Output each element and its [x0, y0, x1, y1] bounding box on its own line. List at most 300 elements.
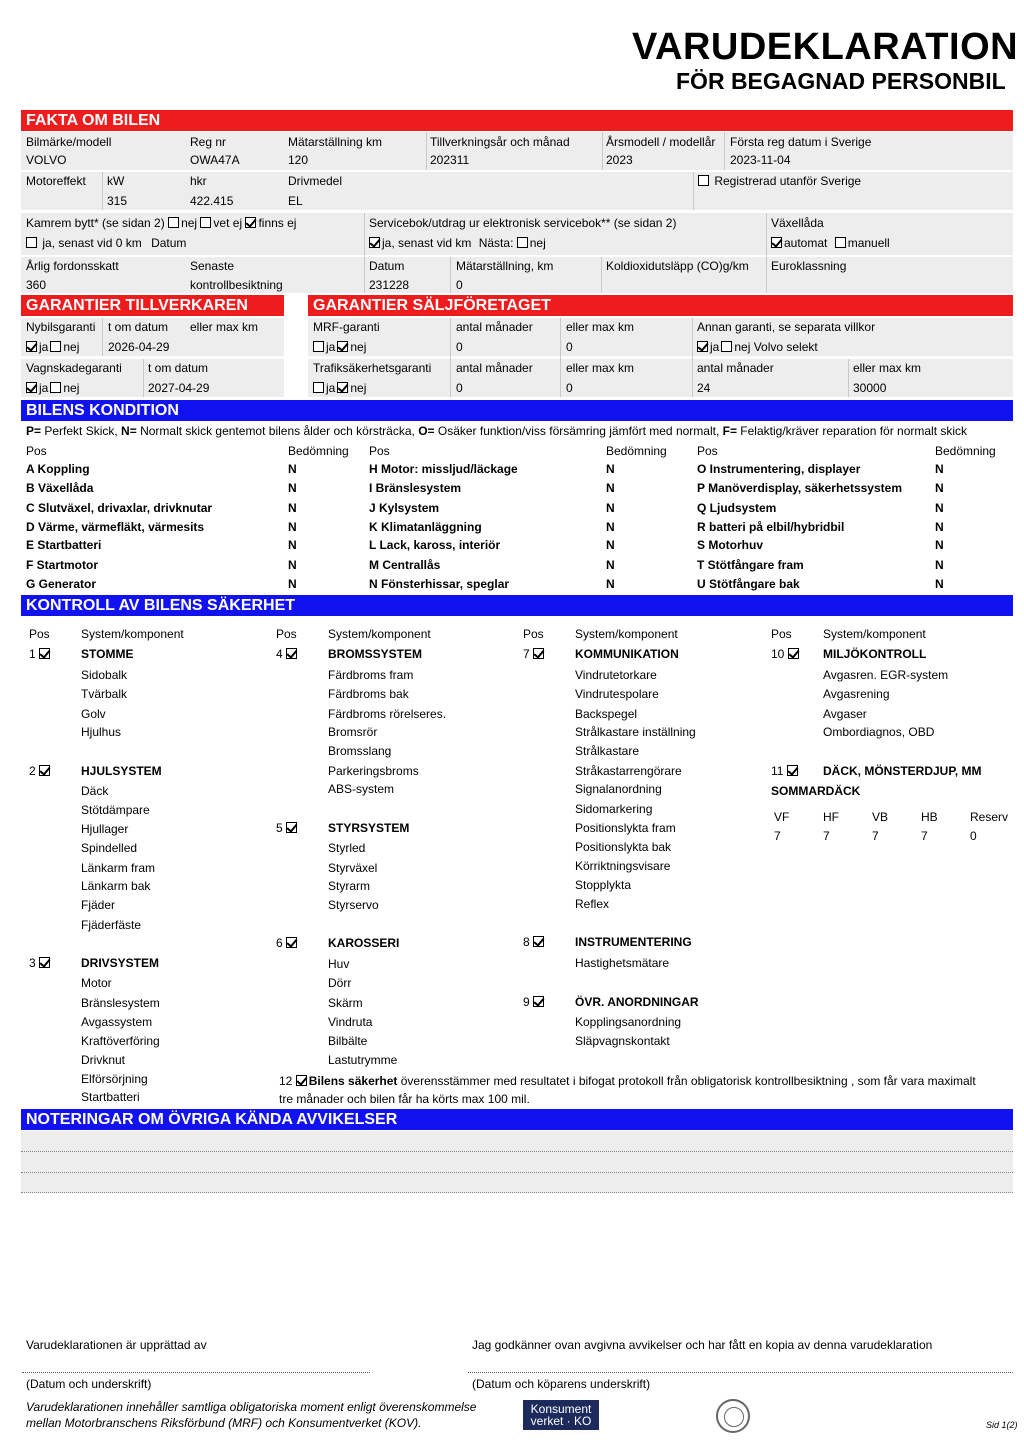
- footer-note-1: Varudeklarationen innehåller samtliga obligatoriska moment enligt överenskommelse: [26, 1400, 477, 1414]
- group-item: Sidomarkering: [575, 802, 653, 816]
- logo-line-1: Konsument: [530, 1402, 592, 1416]
- legend-o-key: O=: [418, 424, 435, 438]
- sakerhet-pos-header-3: Pos: [523, 627, 544, 641]
- service-label: Servicebok/utdrag ur elektronisk servicebok** (se sidan 2): [369, 216, 677, 230]
- group-title: KAROSSERI: [328, 936, 400, 950]
- legend-n-key: N=: [121, 424, 137, 438]
- hkr-value: 422.415: [190, 194, 234, 208]
- kondition-item: L Lack, kaross, interiör: [369, 538, 501, 552]
- dack-checkbox[interactable]: [787, 765, 798, 776]
- euro-label: Euroklassning: [771, 259, 847, 273]
- kondition-grade-header-1: Bedömning: [288, 444, 349, 458]
- kondition-pos-header-2: Pos: [369, 444, 390, 458]
- brand-value: VOLVO: [26, 153, 67, 167]
- vagn-ja-checkbox[interactable]: [26, 382, 37, 393]
- trafik-choice: [313, 381, 366, 395]
- notes-area[interactable]: [21, 1131, 1013, 1193]
- group-item: Spindelled: [81, 841, 138, 855]
- kondition-item: P Manöverdisplay, säkerhetssystem: [697, 481, 902, 495]
- nybil-ja-label: ja: [39, 340, 49, 354]
- kondition-grade: N: [288, 520, 297, 534]
- hjulsystem-checkbox[interactable]: [39, 765, 50, 776]
- kamrem-vetej-label: vet ej: [213, 216, 243, 230]
- fakta-row2-bg: [21, 172, 1013, 210]
- mrf-label: MRF-garanti: [313, 320, 380, 334]
- kondition-grade: N: [935, 501, 944, 515]
- group-number: 4: [276, 647, 283, 661]
- service-nej-label: nej: [529, 236, 546, 250]
- foreign-reg-checkbox[interactable]: [698, 174, 861, 188]
- mrf-nej-label: nej: [350, 340, 367, 354]
- kondition-grade: N: [606, 558, 615, 572]
- group-item: Strålkastare: [575, 744, 640, 758]
- kondition-grade: N: [935, 481, 944, 495]
- tire-header: HF: [823, 810, 839, 824]
- mrf-seal-icon: [716, 1399, 750, 1433]
- group-ovr-anordningar-check: [523, 995, 546, 1009]
- foreign-label: Registrerad utanför Sverige: [714, 174, 862, 188]
- group-number: 11: [771, 764, 784, 778]
- vagn-choice: [26, 381, 79, 395]
- tire-depth: 7: [823, 829, 830, 843]
- group-title: STOMME: [81, 647, 134, 661]
- kondition-item: J Kylsystem: [369, 501, 440, 515]
- trafik-nej-label: nej: [350, 381, 367, 395]
- kamrem-label: Kamrem bytt* (se sidan 2): [26, 216, 165, 230]
- kondition-grade: N: [606, 481, 615, 495]
- statement-number: 12: [279, 1074, 293, 1088]
- trafik-months: 0: [456, 381, 463, 395]
- group-item: Kopplingsanordning: [575, 1015, 682, 1029]
- vaxellada-label: Växellåda: [771, 216, 824, 230]
- sakerhet-system-header-4: System/komponent: [823, 627, 926, 641]
- section-fakta-heading: FAKTA OM BILEN: [21, 110, 1013, 131]
- group-item: Däck: [81, 784, 109, 798]
- group-number: 2: [29, 764, 36, 778]
- group-item: Huv: [328, 957, 350, 971]
- group-karosseri-check: [276, 936, 299, 950]
- kondition-grade: N: [288, 481, 297, 495]
- kondition-grade-header-3: Bedömning: [935, 444, 996, 458]
- group-title: BROMSSYSTEM: [328, 647, 423, 661]
- service-nej-checkbox[interactable]: [517, 237, 528, 248]
- annan-months: 24: [697, 381, 711, 395]
- kommunikation-checkbox[interactable]: [533, 648, 544, 659]
- kondition-item: T Stötfångare fram: [697, 558, 804, 572]
- group-item: Kraftöverföring: [81, 1034, 160, 1048]
- mrf-maxkm-label: eller max km: [566, 320, 635, 334]
- group-item: Länkarm fram: [81, 861, 156, 875]
- annan-nej-label: nej Volvo selekt: [734, 340, 818, 354]
- group-item: Startbatteri: [81, 1090, 140, 1104]
- engine-label: Motoreffekt: [26, 174, 86, 188]
- group-item: Vindrutetorkare: [575, 668, 657, 682]
- vagn-label: Vagnskadegaranti: [26, 361, 122, 375]
- sakerhet-pos-header-1: Pos: [29, 627, 50, 641]
- group-item: Styrväxel: [328, 861, 378, 875]
- group-item: Fjäder: [81, 898, 116, 912]
- section-garanti-tillverkare-heading: GARANTIER TILLVERKAREN: [21, 295, 284, 316]
- fuel-label: Drivmedel: [288, 174, 343, 188]
- tire-depth: 7: [872, 829, 879, 843]
- besiktning-datum-value: 231228: [369, 278, 410, 292]
- group-item: Elförsörjning: [81, 1072, 148, 1086]
- group-number: 1: [29, 647, 36, 661]
- group-item: Dörr: [328, 976, 352, 990]
- group-item: Bilbälte: [328, 1034, 368, 1048]
- legend-n-text: Normalt skick gentemot bilens ålder och körsträcka,: [136, 424, 419, 438]
- group-stomme-check: [29, 647, 52, 661]
- co-label: Koldioxidutsläpp (CO)g/km: [606, 259, 749, 273]
- sakerhet-system-header-2: System/komponent: [328, 627, 431, 641]
- kondition-pos-header-1: Pos: [26, 444, 47, 458]
- kondition-item: Q Ljudsystem: [697, 501, 777, 515]
- trafik-ja-label: ja: [326, 381, 336, 395]
- statement-checkbox[interactable]: [296, 1075, 307, 1086]
- annan-choice: [697, 340, 818, 354]
- kondition-item: A Koppling: [26, 462, 90, 476]
- instrumentering-checkbox[interactable]: [533, 936, 544, 947]
- vagn-ja-label: ja: [39, 381, 49, 395]
- group-item: Länkarm bak: [81, 879, 151, 893]
- fuel-value: EL: [288, 194, 303, 208]
- styrsystem-checkbox[interactable]: [286, 822, 297, 833]
- kamrem-nej-checkbox[interactable]: [168, 217, 179, 228]
- section-noteringar-heading: NOTERINGAR OM ÖVRIGA KÄNDA AVVIKELSER: [21, 1109, 1013, 1130]
- sakerhet-pos-header-2: Pos: [276, 627, 297, 641]
- nybil-maxkm-label: eller max km: [190, 320, 259, 334]
- konsumentverket-logo: [523, 1400, 599, 1430]
- statement-text: överensstämmer med resultatet i bifogat protokoll från obligatorisk kontrollbesiktning , som får vara maximalt: [397, 1074, 976, 1088]
- manuell-label: manuell: [847, 236, 890, 250]
- kondition-item: D Värme, värmefläkt, värmesits: [26, 520, 205, 534]
- seller-signature-caption: (Datum och underskrift): [26, 1377, 152, 1391]
- group-item: ABS-system: [328, 782, 395, 796]
- note-line: [21, 1172, 1013, 1173]
- group-item: Golv: [81, 707, 106, 721]
- group-item: Styrarm: [328, 879, 370, 893]
- modelyear-label: Årsmodell / modellår: [606, 135, 716, 149]
- group-item: Sidobalk: [81, 668, 128, 682]
- seller-signature-line[interactable]: [22, 1372, 370, 1373]
- besiktning-matar-label: Mätarställning, km: [456, 259, 554, 273]
- mrf-antal-label: antal månader: [456, 320, 533, 334]
- nybil-ja-checkbox[interactable]: [26, 341, 37, 352]
- tire-header: HB: [921, 810, 938, 824]
- vagn-nej-label: nej: [63, 381, 80, 395]
- nybil-tom-label: t om datum: [108, 320, 169, 334]
- annan-ja-checkbox[interactable]: [697, 341, 708, 352]
- drivsystem-checkbox[interactable]: [39, 957, 50, 968]
- sakerhet-pos-header-4: Pos: [771, 627, 792, 641]
- kondition-grade: N: [935, 558, 944, 572]
- trafik-label: Trafiksäkerhetsgaranti: [313, 361, 432, 375]
- group-drivsystem-check: [29, 956, 52, 970]
- firstreg-label: Första reg datum i Sverige: [730, 135, 872, 149]
- kondition-item: N Fönsterhissar, speglar: [369, 577, 510, 591]
- kondition-item: B Växellåda: [26, 481, 94, 495]
- nybil-label: Nybilsgaranti: [26, 320, 96, 334]
- mrf-nej-checkbox[interactable]: [337, 341, 348, 352]
- group-item: Signalanordning: [575, 782, 662, 796]
- tire-depth: 0: [970, 829, 977, 843]
- group-item: Körriktningsvisare: [575, 859, 671, 873]
- buyer-signature-caption: (Datum och köparens underskrift): [472, 1377, 651, 1391]
- kondition-item: E Startbatteri: [26, 538, 102, 552]
- kondition-legend: [26, 424, 967, 438]
- kamrem-ja-row: [26, 236, 186, 250]
- kondition-item: R batteri på elbil/hybridbil: [697, 520, 845, 534]
- kondition-grade: N: [935, 462, 944, 476]
- group-styrsystem-check: [276, 821, 299, 835]
- besiktning-matar-value: 0: [456, 278, 463, 292]
- kondition-grade: N: [288, 558, 297, 572]
- annan-label: Annan garanti, se separata villkor: [697, 320, 876, 334]
- stomme-checkbox[interactable]: [39, 648, 50, 659]
- kondition-grade: N: [288, 462, 297, 476]
- nybil-date: 2026-04-29: [108, 340, 170, 354]
- group-item: Styrservo: [328, 898, 379, 912]
- prepared-by-label: Varudeklarationen är upprättad av: [26, 1338, 207, 1352]
- besiktning-datum-label: Datum: [369, 259, 405, 273]
- kamrem-nej-label: nej: [181, 216, 198, 230]
- group-bromssystem-check: [276, 647, 299, 661]
- vaxellada-row: [771, 236, 890, 250]
- note-line: [21, 1192, 1013, 1193]
- safety-statement: [279, 1074, 976, 1088]
- kondition-item: I Bränslesystem: [369, 481, 462, 495]
- group-item: Positionslykta bak: [575, 840, 672, 854]
- kondition-grade: N: [606, 538, 615, 552]
- document-title: VARUDEKLARATION: [632, 26, 1019, 68]
- annan-ja-label: ja: [710, 340, 720, 354]
- tax-value: 360: [26, 278, 47, 292]
- service-nasta-label: Nästa:: [478, 236, 514, 250]
- group-item: Motor: [81, 976, 112, 990]
- service-row: [369, 236, 546, 250]
- kamrem-ja-checkbox[interactable]: [26, 237, 37, 248]
- manufactured-label: Tillverkningsår och månad: [430, 135, 570, 149]
- karosseri-checkbox[interactable]: [286, 937, 297, 948]
- group-item: Positionslykta fram: [575, 821, 676, 835]
- manuell-checkbox[interactable]: [835, 237, 846, 248]
- kondition-grade: N: [606, 462, 615, 476]
- group-title: INSTRUMENTERING: [575, 935, 692, 949]
- mrf-months: 0: [456, 340, 463, 354]
- nybil-nej-label: nej: [63, 340, 80, 354]
- brand-label: Bilmärke/modell: [26, 135, 112, 149]
- kondition-item: F Startmotor: [26, 558, 98, 572]
- vagn-date: 2027-04-29: [148, 381, 210, 395]
- group-number: 3: [29, 956, 36, 970]
- logo-line-2: verket · KO: [530, 1414, 592, 1428]
- mrf-ja-checkbox[interactable]: [313, 341, 324, 352]
- reg-label: Reg nr: [190, 135, 227, 149]
- group-hjulsystem-check: [29, 764, 52, 778]
- legend-p-key: P=: [26, 424, 42, 438]
- group-number: 7: [523, 647, 530, 661]
- kw-value: 315: [107, 194, 128, 208]
- trafik-ja-checkbox[interactable]: [313, 382, 324, 393]
- kondition-item: U Stötfångare bak: [697, 577, 800, 591]
- group-number: 9: [523, 995, 530, 1009]
- group-item: Lastutrymme: [328, 1053, 398, 1067]
- group-item: Färdbroms rörelseres.: [328, 707, 447, 721]
- group-number: 10: [771, 647, 785, 661]
- group-item: Backspegel: [575, 707, 638, 721]
- kondition-item: O Instrumentering, displayer: [697, 462, 861, 476]
- buyer-approval-label: Jag godkänner ovan avgivna avvikelser och har fått en kopia av denna varudeklaration: [472, 1338, 933, 1352]
- group-item: Avgassystem: [81, 1015, 153, 1029]
- trafik-antal-label: antal månader: [456, 361, 533, 375]
- group-item: Parkeringsbroms: [328, 764, 419, 778]
- section-sakerhet-heading: KONTROLL AV BILENS SÄKERHET: [21, 595, 1013, 616]
- firstreg-value: 2023-11-04: [730, 153, 791, 167]
- group-item: Färdbroms fram: [328, 668, 414, 682]
- automat-checkbox[interactable]: [771, 237, 782, 248]
- group-title: STYRSYSTEM: [328, 821, 410, 835]
- group-item: Ombordiagnos, OBD: [823, 725, 935, 739]
- mrf-km: 0: [566, 340, 573, 354]
- group-number: 5: [276, 821, 283, 835]
- mileage-value: 120: [288, 153, 309, 167]
- annan-nej-checkbox[interactable]: [721, 341, 732, 352]
- trafik-nej-checkbox[interactable]: [337, 382, 348, 393]
- kondition-item: M Centrallås: [369, 558, 441, 572]
- group-item: Tvärbalk: [81, 687, 128, 701]
- kondition-item: K Klimatanläggning: [369, 520, 482, 534]
- footer-note-2: mellan Motorbranschens Riksförbund (MRF) och Konsumentverket (KOV).: [26, 1416, 422, 1430]
- group-item: Hastighetsmätare: [575, 956, 670, 970]
- kw-label: kW: [107, 174, 125, 188]
- kondition-pos-header-3: Pos: [697, 444, 718, 458]
- page-number: Sid 1(2): [986, 1420, 1018, 1430]
- kondition-grade: N: [288, 538, 297, 552]
- kamrem-ja-label: ja, senast vid 0 km: [42, 236, 142, 250]
- group-item: Drivknut: [81, 1053, 126, 1067]
- tire-header: Reserv: [970, 810, 1009, 824]
- legend-f-key: F=: [722, 424, 737, 438]
- kondition-grade: N: [288, 577, 297, 591]
- group-item: Vindrutespolare: [575, 687, 659, 701]
- group-item: Bränslesystem: [81, 996, 160, 1010]
- legend-p-text: Perfekt Skick,: [41, 424, 122, 438]
- group-dack-check: [771, 764, 800, 778]
- vagn-tom-label: t om datum: [148, 361, 209, 375]
- group-item: Hjulhus: [81, 725, 122, 739]
- group-item: Bromsslang: [328, 744, 392, 758]
- group-item: Stopplykta: [575, 878, 632, 892]
- service-ja-checkbox[interactable]: [369, 237, 380, 248]
- group-item: Avgasren. EGR-system: [823, 668, 949, 682]
- group-item: Bromsrör: [328, 725, 378, 739]
- mrf-ja-label: ja: [326, 340, 336, 354]
- buyer-signature-line[interactable]: [468, 1372, 1013, 1373]
- group-instrumentering-check: [523, 935, 546, 949]
- kondition-item: S Motorhuv: [697, 538, 763, 552]
- trafik-maxkm-label: eller max km: [566, 361, 635, 375]
- kamrem-row: [26, 216, 296, 230]
- kondition-grade: N: [935, 538, 944, 552]
- annan-km: 30000: [853, 381, 887, 395]
- service-ja-label: ja, senast vid km: [382, 236, 472, 250]
- note-line: [21, 1151, 1013, 1152]
- kondition-item: C Slutväxel, drivaxlar, drivknutar: [26, 501, 213, 515]
- modelyear-value: 2023: [606, 153, 633, 167]
- tire-season: SOMMARDÄCK: [771, 784, 861, 798]
- statement-bold: Bilens säkerhet: [308, 1074, 398, 1088]
- group-number: 6: [276, 936, 283, 950]
- reg-value: OWA47A: [190, 153, 240, 167]
- kondition-grade: N: [935, 520, 944, 534]
- kondition-grade: N: [288, 501, 297, 515]
- bromssystem-checkbox[interactable]: [286, 648, 297, 659]
- kontrollbesiktning-label: kontrollbesiktning: [190, 278, 283, 292]
- sakerhet-system-header-3: System/komponent: [575, 627, 678, 641]
- legend-f-text: Felaktig/kräver reparation för normalt skick: [736, 424, 968, 438]
- group-item: Stråkastarrengörare: [575, 764, 682, 778]
- group-item: Färdbroms bak: [328, 687, 409, 701]
- statement-text-2: tre månader och bilen får ha körts max 100 mil.: [279, 1092, 530, 1106]
- kamrem-vetej-checkbox[interactable]: [200, 217, 211, 228]
- group-title: DÄCK, MÖNSTERDJUP, MM: [823, 764, 982, 778]
- kondition-grade: N: [935, 577, 944, 591]
- group-title: KOMMUNIKATION: [575, 647, 679, 661]
- kondition-item: G Generator: [26, 577, 97, 591]
- group-item: Strålkastare inställning: [575, 725, 696, 739]
- group-item: Styrled: [328, 841, 366, 855]
- document-subtitle: FÖR BEGAGNAD PERSONBIL: [676, 68, 1006, 94]
- group-title: HJULSYSTEM: [81, 764, 162, 778]
- mrf-choice: [313, 340, 366, 354]
- group-item: Reflex: [575, 897, 610, 911]
- kamrem-finnsej-checkbox[interactable]: [245, 217, 256, 228]
- kamrem-datum-label: Datum: [151, 236, 187, 250]
- group-item: Vindruta: [328, 1015, 373, 1029]
- group-title: DRIVSYSTEM: [81, 956, 160, 970]
- hkr-label: hkr: [190, 174, 207, 188]
- group-miljokontroll-check: [771, 647, 801, 661]
- sakerhet-system-header-1: System/komponent: [81, 627, 184, 641]
- group-item: Avgasrening: [823, 687, 890, 701]
- miljokontroll-checkbox[interactable]: [788, 648, 799, 659]
- vagn-nej-checkbox[interactable]: [50, 382, 61, 393]
- group-item: Släpvagnskontakt: [575, 1034, 670, 1048]
- checkbox-icon[interactable]: [698, 175, 709, 186]
- tire-depth: 7: [921, 829, 928, 843]
- annan-antal-label: antal månader: [697, 361, 774, 375]
- group-number: 8: [523, 935, 530, 949]
- kamrem-finnsej-label: finns ej: [258, 216, 297, 230]
- tire-header: VB: [872, 810, 889, 824]
- automat-label: automat: [784, 236, 828, 250]
- kondition-grade: N: [606, 520, 615, 534]
- kondition-grade-header-2: Bedömning: [606, 444, 667, 458]
- mileage-label: Mätarställning km: [288, 135, 383, 149]
- tire-header: VF: [774, 810, 790, 824]
- ovr-anordningar-checkbox[interactable]: [533, 996, 544, 1007]
- section-kondition-heading: BILENS KONDITION: [21, 400, 1013, 421]
- kondition-grade: N: [606, 577, 615, 591]
- annan-maxkm-label: eller max km: [853, 361, 922, 375]
- manufactured-value: 202311: [430, 153, 470, 167]
- group-item: Fjäderfäste: [81, 918, 142, 932]
- senaste-label: Senaste: [190, 259, 235, 273]
- group-item: Stötdämpare: [81, 803, 150, 817]
- nybil-choice: [26, 340, 79, 354]
- nybil-nej-checkbox[interactable]: [50, 341, 61, 352]
- group-kommunikation-check: [523, 647, 546, 661]
